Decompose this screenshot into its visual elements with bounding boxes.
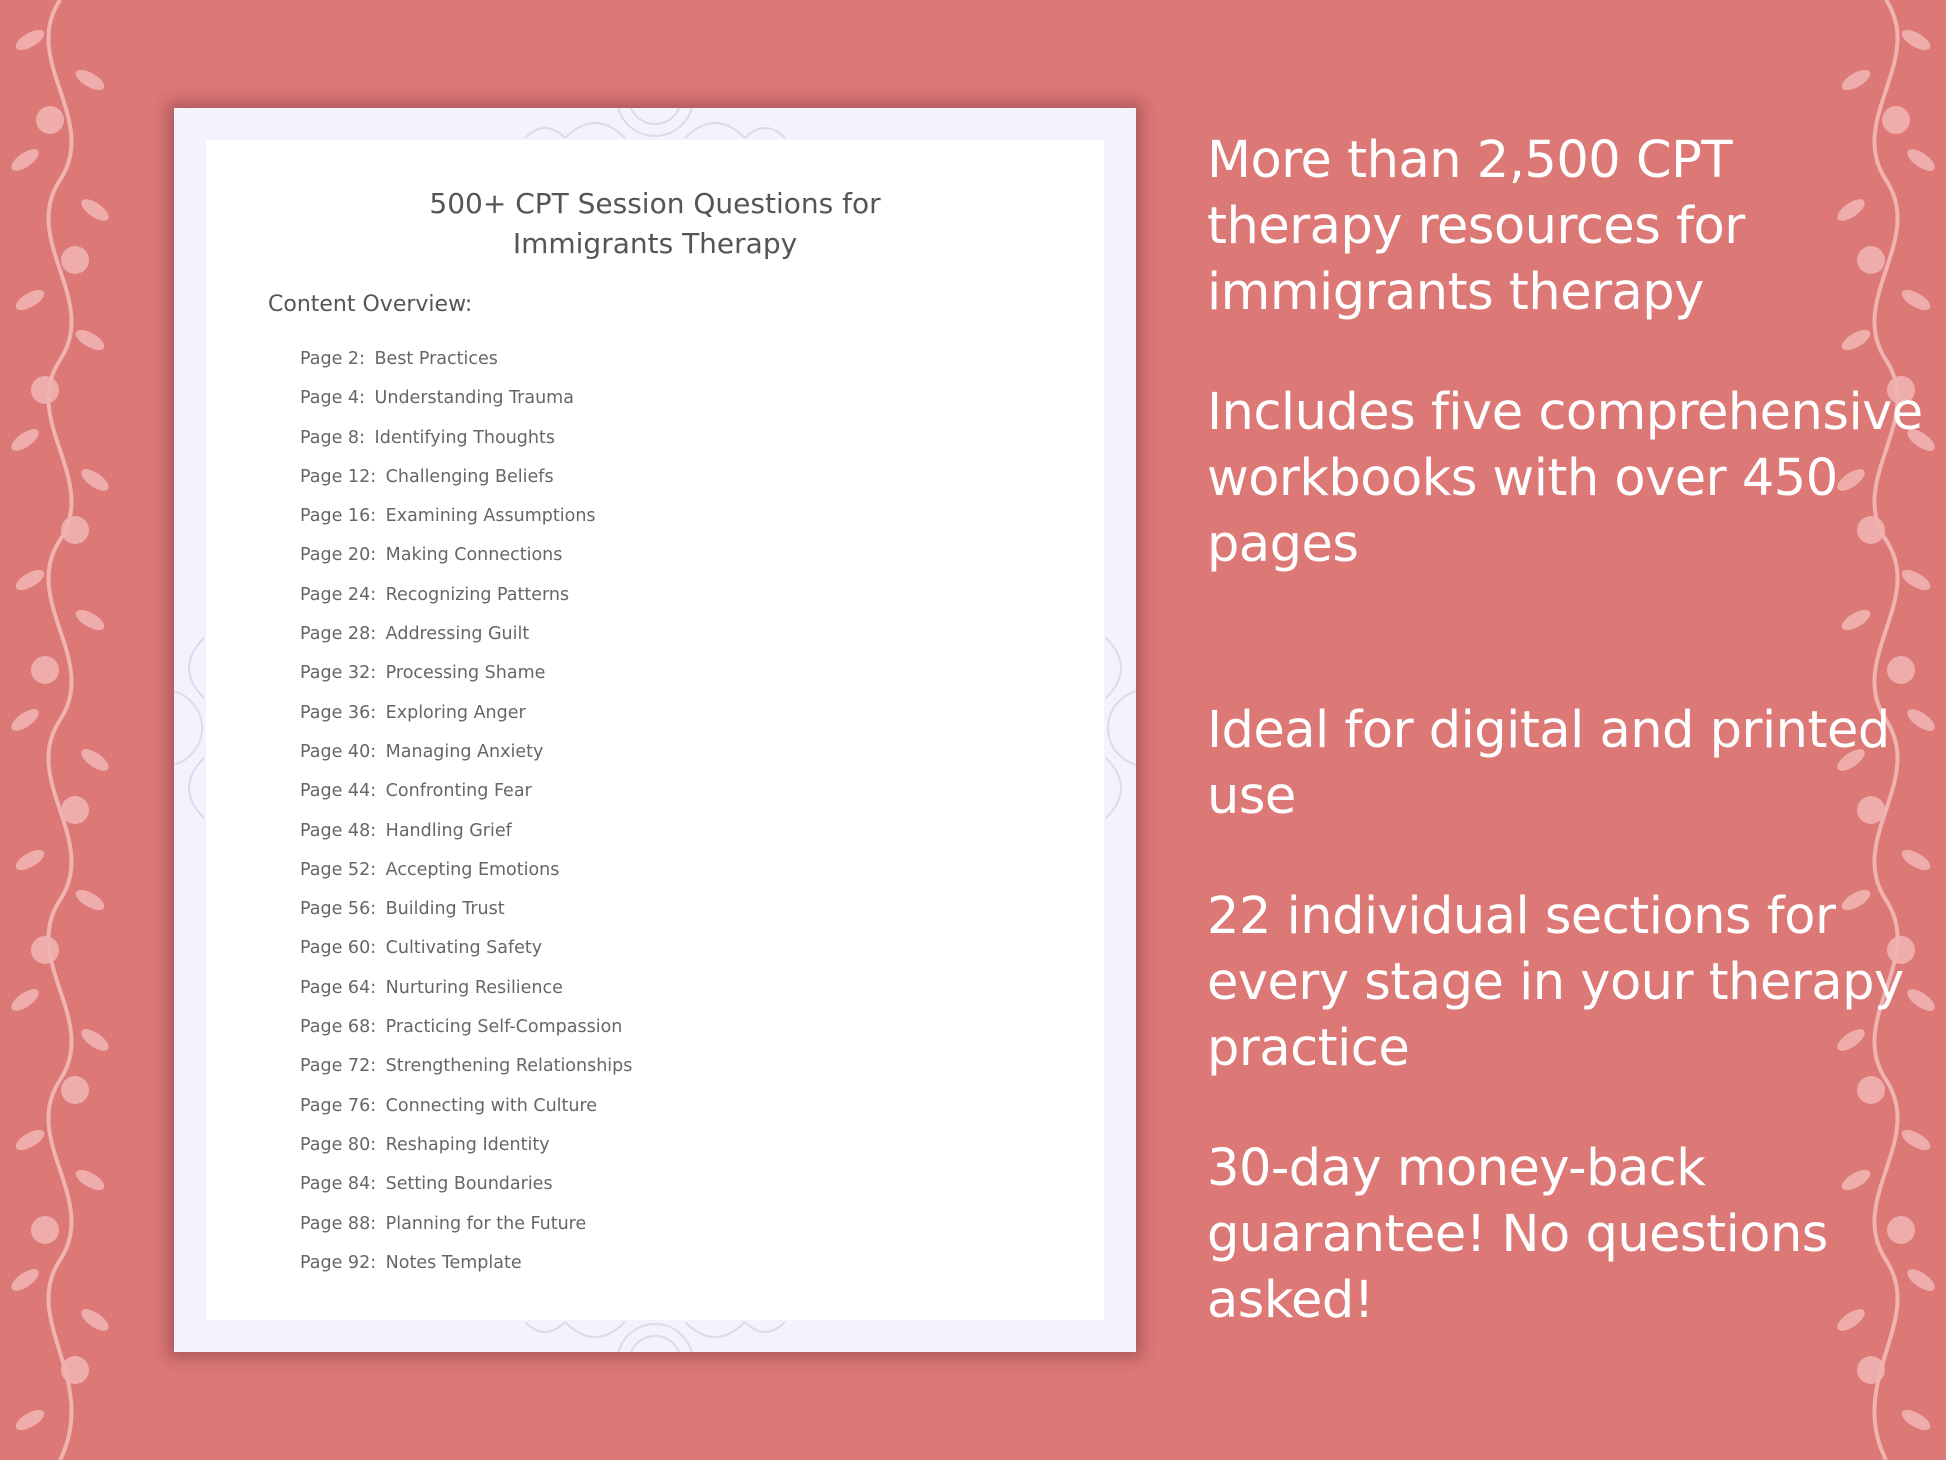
document-title	[206, 184, 1104, 264]
toc-page-number: Page 60:	[300, 938, 377, 959]
toc-item	[300, 576, 632, 615]
toc-item	[300, 694, 632, 733]
toc-page-number: Page 44:	[300, 781, 377, 802]
toc-section-title: Reshaping Identity	[385, 1134, 550, 1155]
toc-page-number: Page 52:	[300, 859, 377, 880]
toc-section-title: Understanding Trauma	[374, 388, 574, 409]
mandala-left-icon	[174, 608, 206, 848]
toc-section-title: Building Trust	[385, 899, 505, 920]
toc-page-number: Page 40:	[300, 741, 377, 762]
toc-page-number: Page 64:	[300, 977, 377, 998]
toc-page-number: Page 48:	[300, 820, 377, 841]
toc-page-number: Page 28:	[300, 624, 377, 645]
toc-section-title: Managing Anxiety	[385, 741, 544, 762]
toc-section-title: Handling Grief	[385, 820, 512, 841]
toc-section-title: Cultivating Safety	[385, 938, 543, 959]
feature-guarantee: 30-day money-back guarantee! No questions asked!	[1207, 1139, 1828, 1330]
title-line-2: Immigrants Therapy	[512, 227, 798, 260]
toc-section-title: Practicing Self-Compassion	[385, 1017, 623, 1038]
toc-item	[300, 1008, 632, 1047]
toc-item	[300, 1047, 632, 1086]
feature-sections: 22 individual sections for every stage in your therapy practice	[1207, 887, 1904, 1078]
toc-page-number: Page 92:	[300, 1252, 377, 1273]
feature-digital-print: Ideal for digital and printed use	[1207, 701, 1890, 826]
toc-item	[300, 497, 632, 536]
document-page	[206, 140, 1104, 1320]
toc-page-number: Page 36:	[300, 702, 377, 723]
toc-item	[300, 340, 632, 379]
mandala-top-icon	[505, 108, 805, 140]
toc-item	[300, 1244, 632, 1283]
toc-item	[300, 1087, 632, 1126]
toc-page-number: Page 2:	[300, 349, 365, 369]
toc-item	[300, 851, 632, 890]
feature-resources: More than 2,500 CPT therapy resources for immigrants therapy	[1207, 131, 1745, 322]
toc-page-number: Page 76:	[300, 1095, 377, 1116]
toc-section-title: Making Connections	[385, 545, 563, 566]
toc-page-number: Page 4:	[300, 388, 365, 409]
document-preview	[174, 108, 1136, 1352]
toc-item	[300, 1126, 632, 1165]
toc-item	[300, 615, 632, 654]
toc-section-title: Planning for the Future	[385, 1213, 587, 1234]
toc-item	[300, 812, 632, 851]
toc-section-title: Confronting Fear	[385, 781, 532, 802]
mandala-right-icon	[1104, 608, 1136, 848]
toc-section-title: Recognizing Patterns	[385, 584, 570, 605]
toc-page-number: Page 80:	[300, 1134, 377, 1155]
title-line-1: 500+ CPT Session Questions for	[429, 187, 881, 220]
toc-item	[300, 772, 632, 811]
toc-section-title: Connecting with Culture	[385, 1095, 598, 1116]
toc-item	[300, 1205, 632, 1244]
content-overview-label: Content Overview:	[268, 292, 473, 317]
feature-workbooks: Includes five comprehensive workbooks with over 450 pages	[1207, 383, 1923, 574]
toc-page-number: Page 72:	[300, 1056, 377, 1077]
toc-item	[300, 733, 632, 772]
toc-item	[300, 536, 632, 575]
toc-page-number: Page 32:	[300, 663, 377, 684]
toc-page-number: Page 56:	[300, 899, 377, 920]
toc-section-title: Examining Assumptions	[385, 506, 596, 527]
toc-section-title: Nurturing Resilience	[385, 977, 563, 998]
toc-section-title: Setting Boundaries	[385, 1174, 553, 1195]
toc-section-title: Best Practices	[374, 349, 498, 369]
toc-section-title: Challenging Beliefs	[385, 466, 554, 487]
mandala-bottom-icon	[505, 1320, 805, 1352]
toc-item	[300, 1165, 632, 1204]
toc-section-title: Addressing Guilt	[385, 624, 530, 645]
toc-section-title: Strengthening Relationships	[385, 1056, 633, 1077]
toc-item	[300, 929, 632, 968]
toc-item	[300, 890, 632, 929]
toc-item	[300, 379, 632, 418]
toc-section-title: Identifying Thoughts	[374, 427, 555, 448]
toc-section-title: Notes Template	[385, 1252, 522, 1273]
toc-item	[300, 458, 632, 497]
toc-section-title: Processing Shame	[385, 663, 546, 684]
toc-page-number: Page 84:	[300, 1174, 377, 1195]
toc-item	[300, 969, 632, 1008]
toc-section-title: Accepting Emotions	[385, 859, 560, 880]
toc-item	[300, 419, 632, 458]
toc-page-number: Page 68:	[300, 1017, 377, 1038]
toc-page-number: Page 8:	[300, 427, 365, 448]
toc-page-number: Page 24:	[300, 584, 377, 605]
toc-page-number: Page 88:	[300, 1213, 377, 1234]
toc-section-title: Exploring Anger	[385, 702, 526, 723]
toc-page-number: Page 20:	[300, 545, 377, 566]
toc-page-number: Page 16:	[300, 506, 377, 527]
floral-vine-left-icon	[0, 0, 130, 1460]
toc-item	[300, 654, 632, 693]
table-of-contents	[300, 340, 632, 1283]
toc-page-number: Page 12:	[300, 466, 377, 487]
